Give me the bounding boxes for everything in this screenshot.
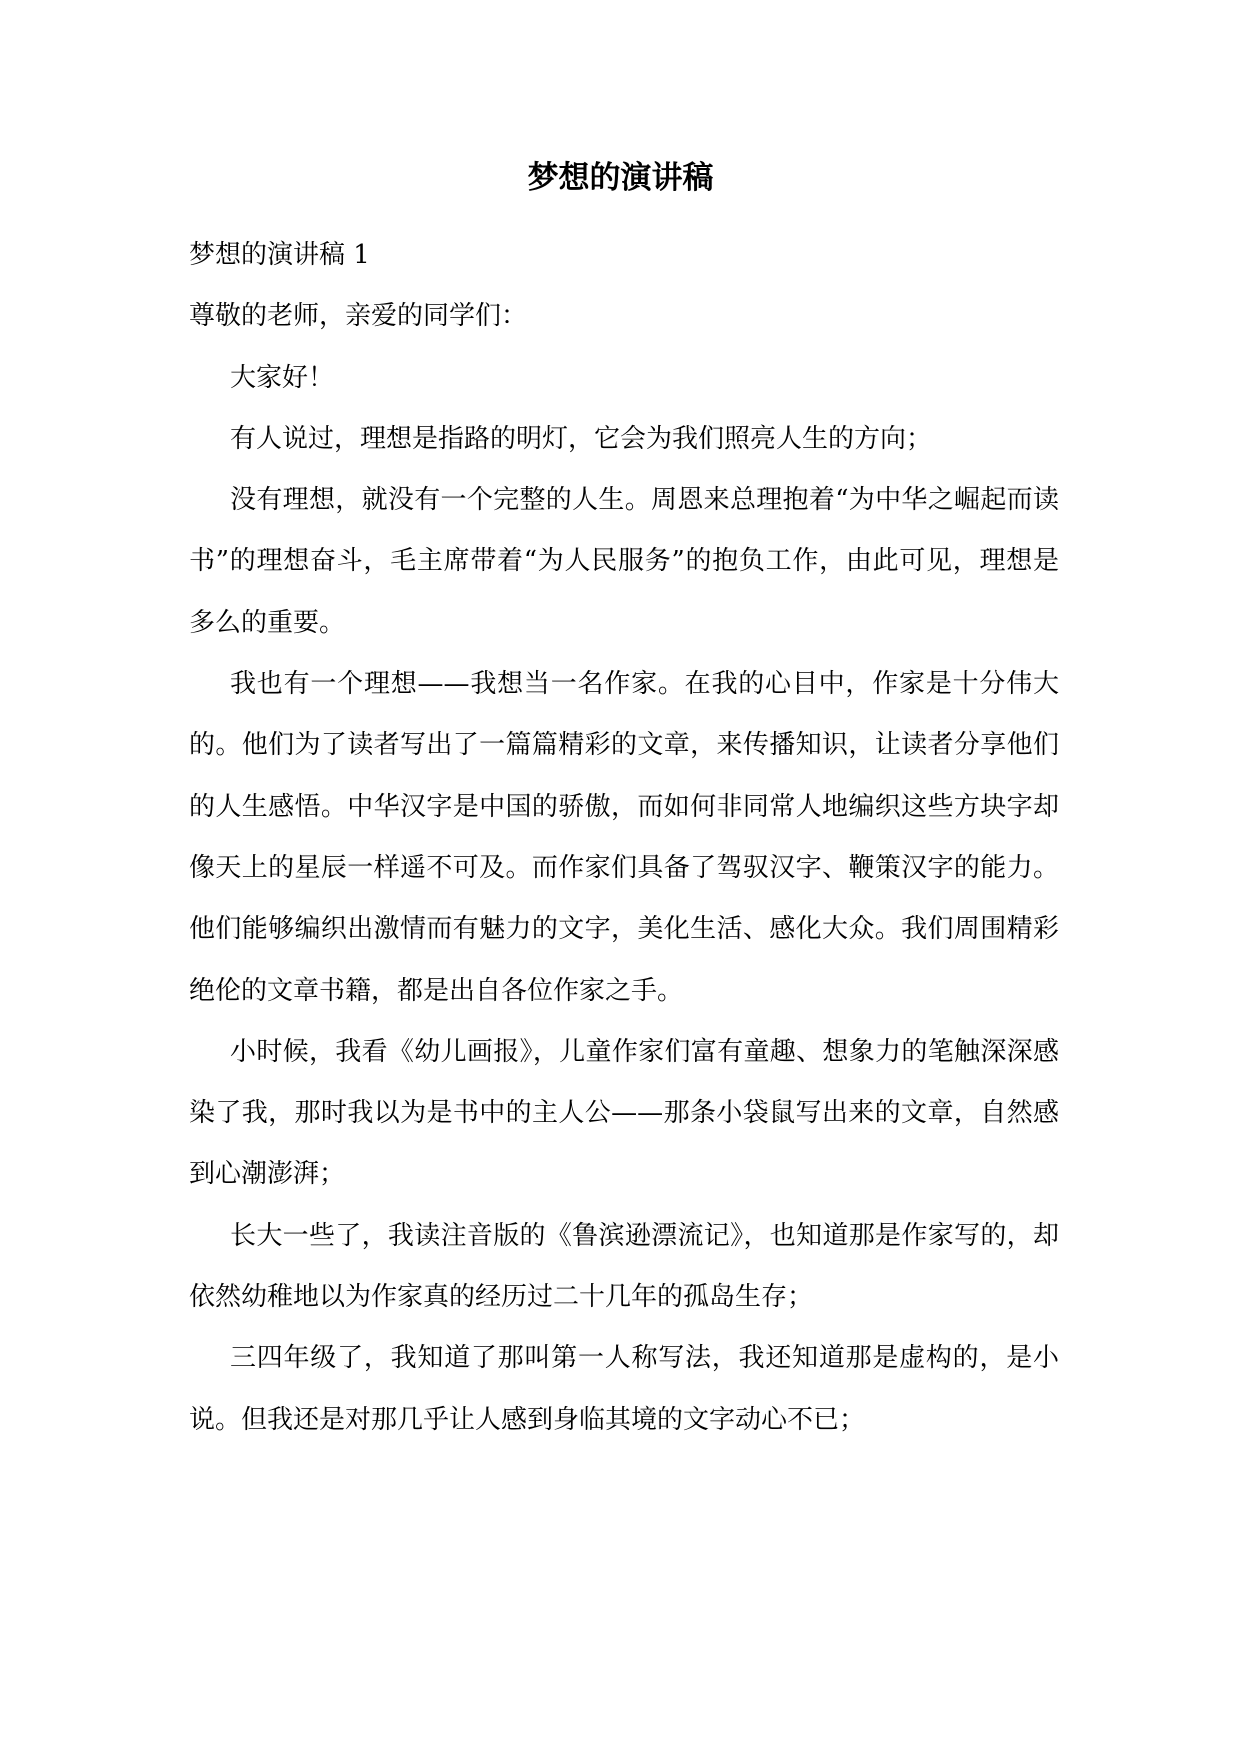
paragraph: 我也有一个理想——我想当一名作家。在我的心目中，作家是十分伟大的。他们为了读者写出了一篇篇精彩的文章，来传播知识，让读者分享他们的人生感悟。中华汉字是中国的骄傲，而如何非同常人地编织这些方块字却像天上的星辰一样遥不可及。而作家们具备了驾驭汉字、鞭策汉字的能力。他们能够编织出激情而有魅力的文字，美化生活、感化大众。我们周围精彩绝伦的文章书籍，都是出自各位作家之手。: [189, 669, 1059, 1006]
paragraph: 长大一些了，我读注音版的《鲁滨逊漂流记》，也知道那是作家写的，却依然幼稚地以为作家真的经历过二十几年的孤岛生存；: [189, 1220, 1059, 1313]
document-title: 梦想的演讲稿: [527, 160, 714, 196]
paragraph: 有人说过，理想是指路的明灯，它会为我们照亮人生的方向；: [230, 423, 933, 454]
paragraph: 小时候，我看《幼儿画报》，儿童作家们富有童趣、想象力的笔触深深感染了我，那时我以为是书中的主人公——那条小袋鼠写出来的文章，自然感到心潮澎湃；: [189, 1036, 1059, 1190]
paragraph-salutation: 尊敬的老师，亲爱的同学们：: [189, 301, 528, 332]
paragraph-greeting: 大家好！: [230, 362, 335, 393]
document-body: [189, 225, 1059, 1451]
paragraph: 没有理想，就没有一个完整的人生。周恩来总理抱着“为中华之崛起而读书”的理想奋斗，毛主席带着“为人民服务”的抱负工作，由此可见，理想是多么的重要。: [189, 485, 1059, 638]
paragraph: 三四年级了，我知道了那叫第一人称写法，我还知道那是虚构的，是小说。但我还是对那几乎让人感到身临其境的文字动心不已；: [189, 1343, 1059, 1435]
paragraph-subtitle: 梦想的演讲稿 1: [189, 240, 370, 270]
